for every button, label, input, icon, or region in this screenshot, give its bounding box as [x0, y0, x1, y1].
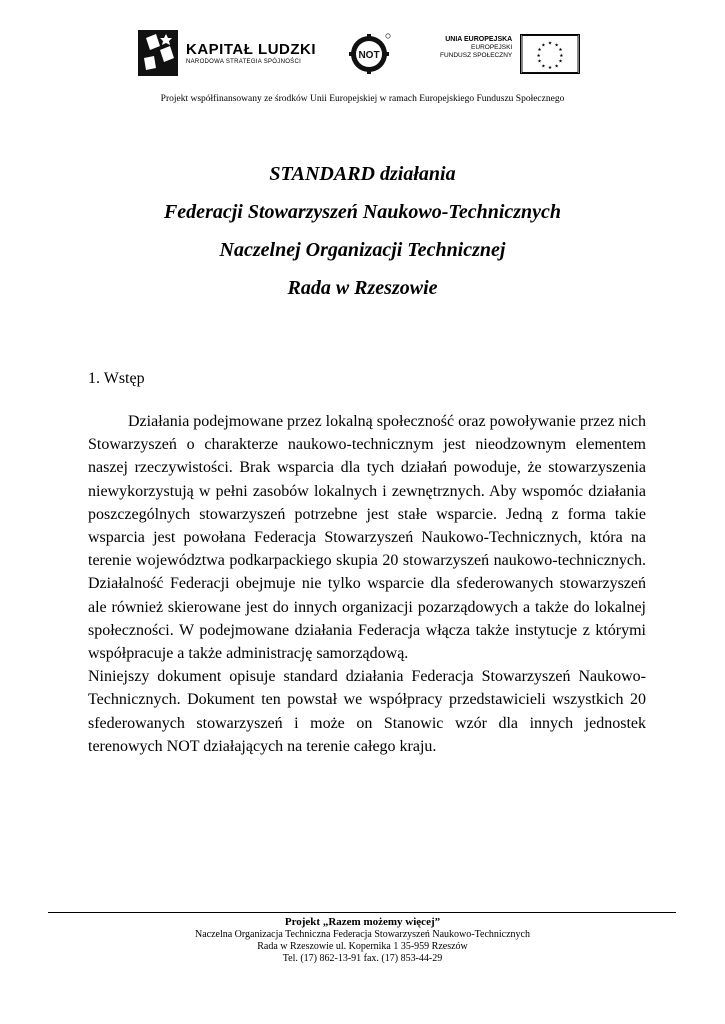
title-line-4: Rada w Rzeszowie: [287, 277, 438, 299]
svg-text:★: ★: [558, 48, 563, 54]
footer-contact: Tel. (17) 862-13-91 fax. (17) 853-44-29: [282, 953, 443, 964]
not-logo-text: NOT: [358, 50, 380, 61]
kapital-ludzki-logo: [136, 28, 316, 78]
footer-project: Projekt „Razem możemy więcej”: [284, 916, 441, 928]
svg-text:★: ★: [541, 64, 546, 70]
footer-address: Rada w Rzeszowie ul. Kopernika 1 35-959 Rzeszów: [257, 941, 468, 952]
eu-logo: [440, 36, 580, 74]
document-title: [0, 158, 725, 310]
paragraph-2: Niniejszy dokument opisuje standard działania Federacja Stowarzyszeń Naukowo-Technicznych. Dokument ten powstał we współpracy przedstawicieli wszystkich 20 sfederowanych stowarzyszeń i może on Stanowic wzór dla innych jednostek terenowych NOT działających na terenie całego kraju.: [88, 668, 646, 755]
svg-text:★: ★: [554, 64, 560, 70]
svg-text:★: ★: [541, 43, 546, 49]
eu-logo-line1: UNIA EUROPEJSKA: [445, 36, 513, 43]
svg-text:★: ★: [558, 59, 563, 65]
section-heading: 1. Wstęp: [88, 370, 145, 387]
eu-flag-icon: [520, 34, 580, 74]
eu-logo-line3: FUNDUSZ SPOŁECZNY: [440, 52, 513, 59]
svg-text:★: ★: [536, 53, 541, 59]
not-logo-icon: [349, 32, 391, 74]
kapital-ludzki-title: KAPITAŁ LUDZKI: [186, 41, 317, 58]
svg-text:★: ★: [548, 41, 553, 47]
footer-divider: [48, 912, 676, 913]
svg-text:★: ★: [548, 66, 553, 72]
footer: [0, 916, 725, 965]
svg-text:★: ★: [537, 48, 542, 54]
header-logos: [0, 24, 725, 84]
svg-text:★: ★: [537, 59, 542, 65]
body-text: [88, 410, 646, 758]
svg-text:★: ★: [554, 43, 560, 49]
footer-org: Naczelna Organizacja Techniczna Federacja Stowarzyszeń Naukowo-Technicznych: [194, 929, 530, 940]
title-line-1: STANDARD działania: [269, 163, 456, 185]
eu-logo-line2: EUROPEJSKI: [471, 44, 513, 51]
title-line-3: Naczelnej Organizacji Technicznej: [219, 239, 506, 261]
title-line-2: Federacji Stowarzyszeń Naukowo-Technicznych: [163, 201, 562, 223]
kapital-ludzki-subtitle: NARODOWA STRATEGIA SPÓJNOŚCI: [186, 59, 302, 65]
project-cofinancing-note: Projekt współfinansowany ze środków Unii Europejskiej w ramach Europejskiego Funduszu Społecznego: [160, 94, 565, 104]
paragraph-1: Działania podejmowane przez lokalną społeczność oraz powoływanie przez nich Stowarzyszeń o charakterze naukowo-technicznym jest nieodzownym elementem naszej rzeczywistości. Brak wsparcia dla tych działań powoduje, że stowarzyszenia niewykorzystują w pełni zasobów lokalnych i zewnętrznych. Aby wspomóc działania poszczególnych stowarzyszeń potrzebne jest stałe wsparcie. Jedną z forma takie wsparcia jest powołana Federacja Stowarzyszeń Naukowo-Technicznych, która na terenie województwa podkarpackiego skupia 20 stowarzyszeń naukowo-technicznych. Działalność Federacji obejmuje nie tylko wsparcie dla sfederowanych stowarzyszeń ale również skierowane jest do innych organizacji pozarządowych a także do lokalnej społeczności. W podejmowane działania Federacja włącza także instytucje z którymi współpracuje a także administrację samorządową.: [88, 413, 646, 663]
kapital-ludzki-emblem-icon: [136, 28, 180, 78]
svg-text:★: ★: [559, 53, 564, 59]
